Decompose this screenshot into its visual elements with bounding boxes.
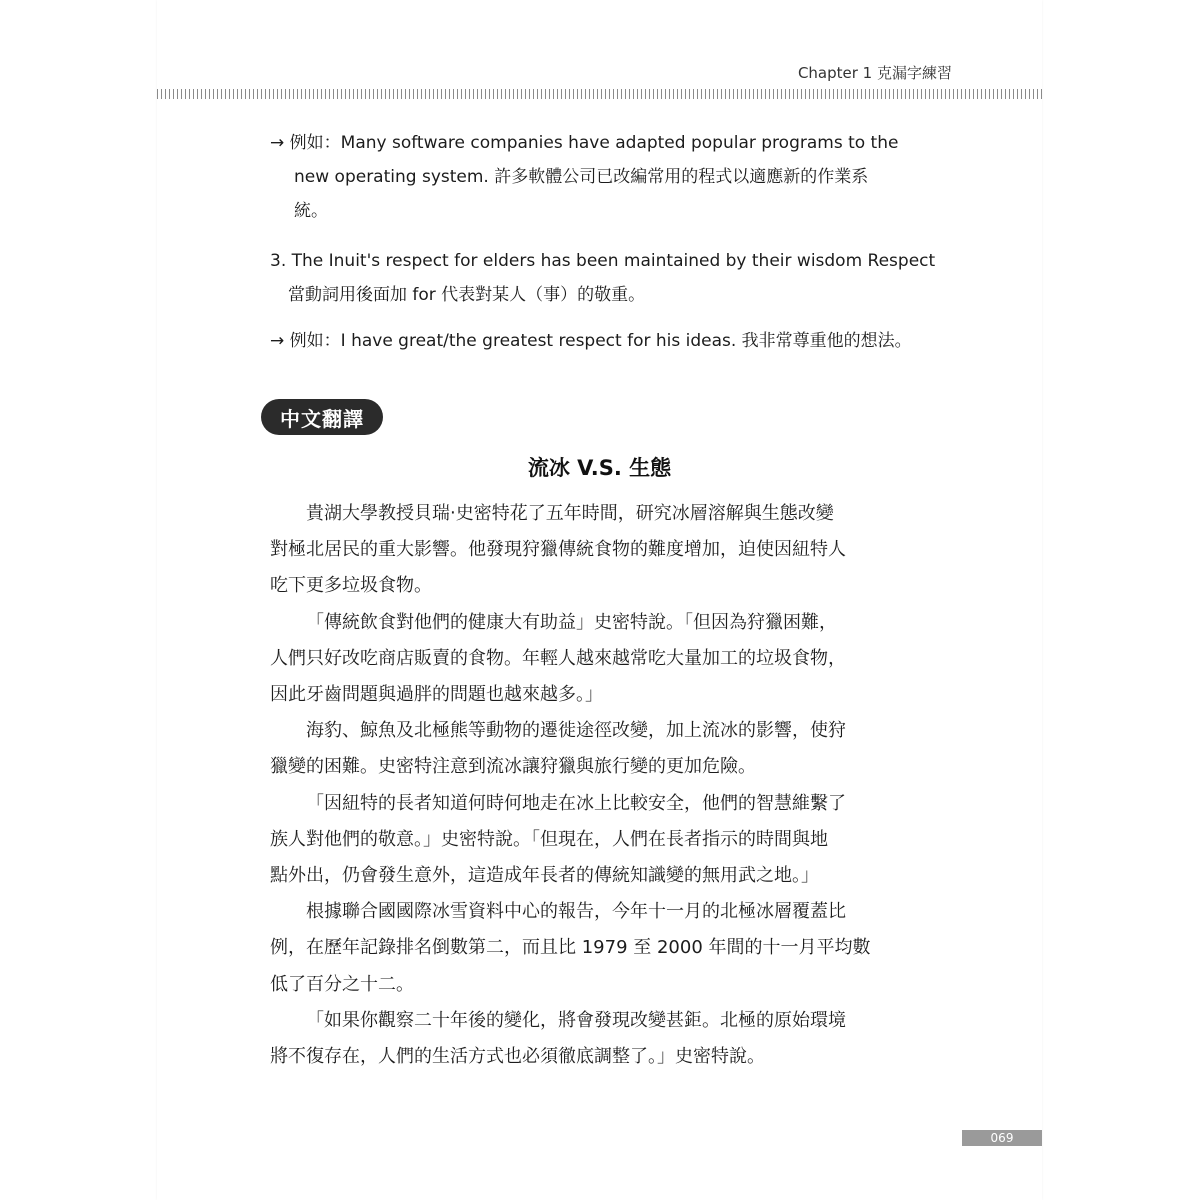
example-2: → 例如：I have great/the greatest respect for his ideas. 我非常尊重他的想法。 bbox=[270, 331, 912, 351]
item-3-line: 3. The Inuit's respect for elders has been maintained by their wisdom Respect bbox=[270, 251, 936, 271]
example-1 bbox=[270, 126, 950, 228]
article-line: 獵變的困難。史密特注意到流冰讓狩獵與旅行變的更加危險。 bbox=[270, 756, 756, 778]
article-line: 因此牙齒問題與過胖的問題也越來越多。」 bbox=[270, 684, 603, 706]
section-label: 中文翻譯 bbox=[261, 399, 383, 435]
header-rule bbox=[157, 89, 1042, 99]
article-line: 貴湖大學教授貝瑞‧史密特花了五年時間，研究冰層溶解與生態改變 bbox=[306, 503, 834, 524]
article-line: 低了百分之十二。 bbox=[270, 973, 414, 995]
article-line: 海豹、鯨魚及北極熊等動物的遷徙途徑改變，加上流冰的影響，使狩 bbox=[306, 720, 846, 742]
article-line: 「傳統飲食對他們的健康大有助益」史密特說。「但因為狩獵困難， bbox=[306, 611, 837, 633]
page-number: 069 bbox=[962, 1130, 1042, 1146]
book-page bbox=[157, 0, 1042, 1200]
article-line: 將不復存在，人們的生活方式也必須徹底調整了。」史密特說。 bbox=[270, 1046, 765, 1068]
chapter-header: Chapter 1 克漏字練習 bbox=[797, 64, 952, 82]
article-line: 吃下更多垃圾食物。 bbox=[270, 575, 432, 597]
article-title: 流冰 V.S. 生態 bbox=[527, 456, 672, 480]
article-line: 「因紐特的長者知道何時何地走在冰上比較安全，他們的智慧維繫了 bbox=[306, 792, 846, 814]
item-3-line: 當動詞用後面加 for 代表對某人（事）的敬重。 bbox=[288, 285, 646, 305]
article-line: 點外出，仍會發生意外，這造成年長者的傳統知識變的無用武之地。」 bbox=[270, 865, 819, 887]
example-1-line: → 例如：Many software companies have adapted popular programs to the bbox=[270, 133, 899, 153]
example-1-line: 統。 bbox=[294, 201, 328, 221]
article-line: 人們只好改吃商店販賣的食物。年輕人越來越常吃大量加工的垃圾食物， bbox=[270, 647, 846, 669]
article-line: 族人對他們的敬意。」史密特說。「但現在，人們在長者指示的時間與地 bbox=[270, 828, 828, 850]
article-line: 例，在歷年記錄排名倒數第二，而且比 1979 至 2000 年間的十一月平均數 bbox=[270, 937, 871, 959]
item-3 bbox=[270, 244, 970, 312]
article-line: 對極北居民的重大影響。他發現狩獵傳統食物的難度增加，迫使因紐特人 bbox=[270, 539, 846, 561]
article-body bbox=[270, 496, 940, 1075]
article-line: 「如果你觀察二十年後的變化，將會發現改變甚鉅。北極的原始環境 bbox=[306, 1009, 846, 1031]
article-line: 根據聯合國國際冰雪資料中心的報告，今年十一月的北極冰層覆蓋比 bbox=[306, 901, 846, 923]
example-1-line: new operating system. 許多軟體公司已改編常用的程式以適應新的作業系 bbox=[294, 167, 869, 187]
